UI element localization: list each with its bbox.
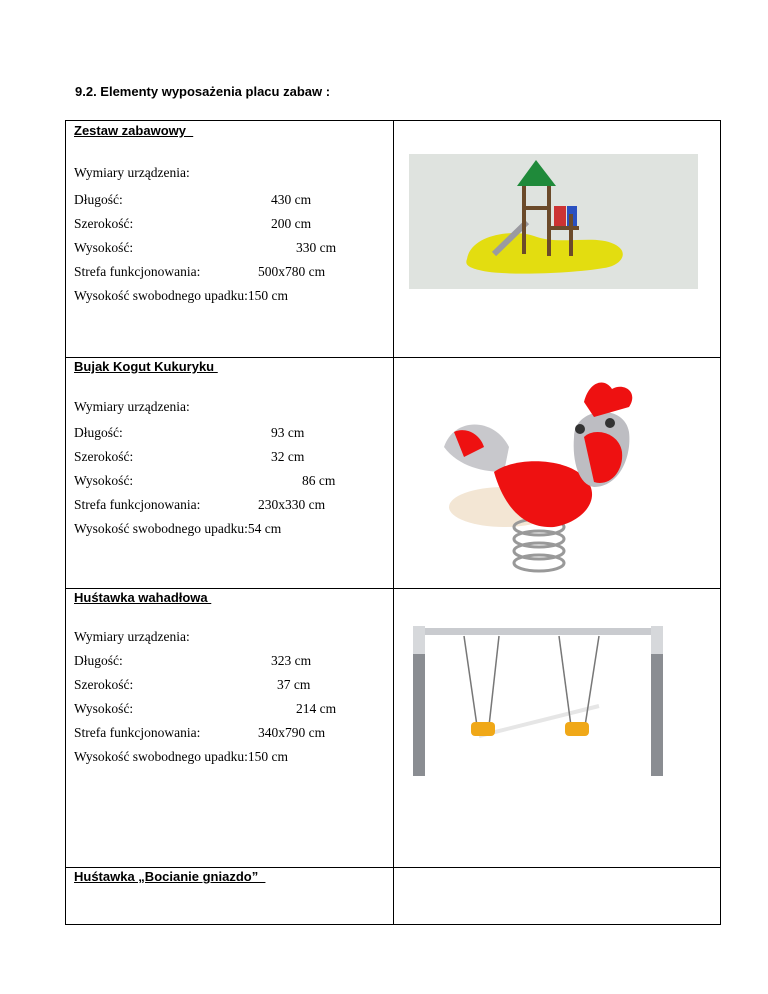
dims-label: Wymiary urządzenia: — [74, 165, 190, 180]
width-value: 32 cm — [271, 449, 305, 464]
row-divider — [66, 867, 720, 868]
length-label: Długość: — [74, 192, 123, 207]
pendulum-swing-image — [409, 616, 669, 781]
length-label: Długość: — [74, 425, 123, 440]
height-label: Wysokość: — [74, 701, 134, 716]
item-title: Huśtawka „Bocianie gniazdo” — [74, 869, 266, 884]
fall-height: Wysokość swobodnego upadku:150 cm — [74, 288, 289, 303]
zone-label: Strefa funkcjonowania: — [74, 497, 201, 512]
width-label: Szerokość: — [74, 449, 134, 464]
width-label: Szerokość: — [74, 677, 134, 692]
fall-height: Wysokość swobodnego upadku:54 cm — [74, 521, 282, 536]
width-value: 37 cm — [277, 677, 311, 692]
row-divider — [66, 357, 720, 358]
dims-label: Wymiary urządzenia: — [74, 629, 190, 644]
zone-label: Strefa funkcjonowania: — [74, 264, 201, 279]
rooster-spring-rider-image — [434, 377, 644, 577]
dims-label: Wymiary urządzenia: — [74, 399, 190, 414]
playset-image — [409, 154, 698, 289]
length-value: 93 cm — [271, 425, 305, 440]
item-title: Zestaw zabawowy — [74, 123, 194, 138]
zone-value: 340x790 cm — [258, 725, 326, 740]
section-heading: 9.2. Elementy wyposażenia placu zabaw : — [75, 84, 331, 99]
item-title: Huśtawka wahadłowa — [74, 590, 212, 605]
zone-value: 500x780 cm — [258, 264, 326, 279]
zone-label: Strefa funkcjonowania: — [74, 725, 201, 740]
height-value: 214 cm — [296, 701, 337, 716]
height-label: Wysokość: — [74, 473, 134, 488]
length-label: Długość: — [74, 653, 123, 668]
fall-height: Wysokość swobodnego upadku:150 cm — [74, 749, 289, 764]
height-value: 86 cm — [302, 473, 336, 488]
column-divider — [393, 121, 394, 924]
row-divider — [66, 588, 720, 589]
width-label: Szerokość: — [74, 216, 134, 231]
length-value: 430 cm — [271, 192, 312, 207]
zone-value: 230x330 cm — [258, 497, 326, 512]
equipment-table — [65, 120, 721, 925]
height-label: Wysokość: — [74, 240, 134, 255]
item-title: Bujak Kogut Kukuryku — [74, 359, 218, 374]
height-value: 330 cm — [296, 240, 337, 255]
length-value: 323 cm — [271, 653, 312, 668]
width-value: 200 cm — [271, 216, 312, 231]
